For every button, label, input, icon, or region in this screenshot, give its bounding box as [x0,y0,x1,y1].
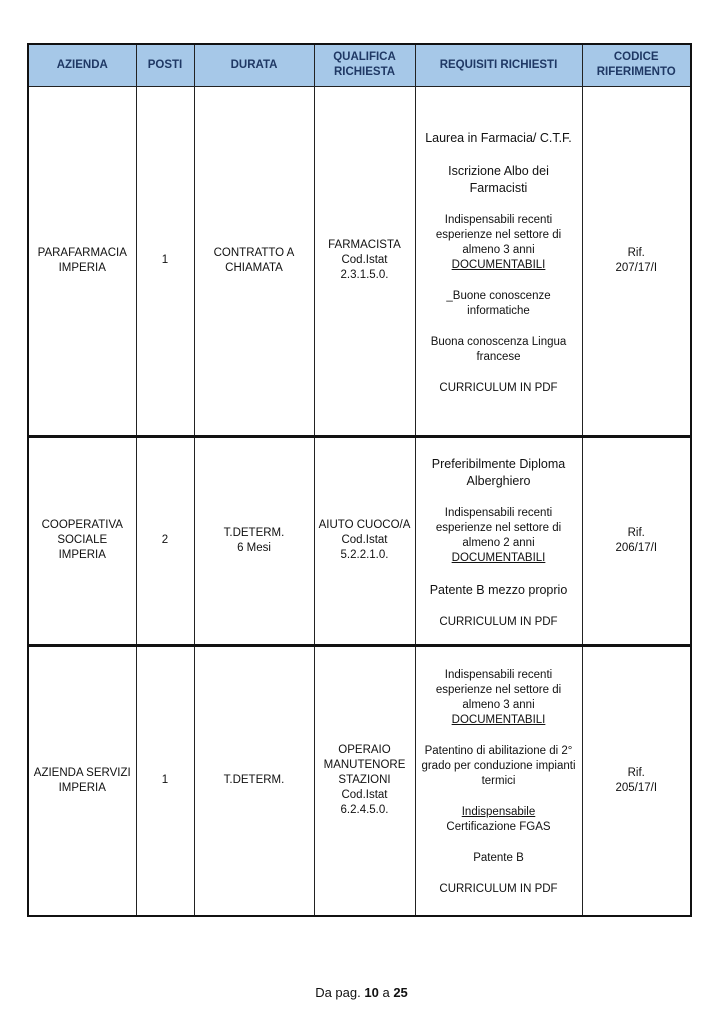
cell-posti: 1 [136,86,194,436]
req-item: CURRICULUM IN PDF [439,883,558,896]
qualifica-istat-label: Cod.Istat [341,789,388,802]
table-row [28,436,691,645]
req-item: _Buone conoscenze informatiche [446,289,551,317]
cell-codice [582,645,691,916]
cell-codice [582,86,691,436]
table-row [28,86,691,436]
header-durata: DURATA [194,44,314,86]
durata-line: T.DETERM. [223,526,285,539]
req-item-underlined: DOCUMENTABILI [451,551,546,564]
req-item: CURRICULUM IN PDF [439,615,558,628]
codice-value: 206/17/I [615,541,658,554]
table-header-row [28,44,691,86]
footer-prefix: Da pag. [315,985,361,1000]
cell-posti: 2 [136,436,194,645]
header-requisiti: REQUISITI RICHIESTI [415,44,582,86]
header-posti: POSTI [136,44,194,86]
cell-durata: T.DETERM. [194,645,314,916]
footer-page-from: 10 [364,985,379,1000]
qualifica-istat-code: 2.3.1.5.0. [340,269,389,281]
header-qualifica: QUALIFICA RICHIESTA [314,44,415,86]
footer-page-to: 25 [393,985,408,1000]
req-item-underlined: Indispensabile [461,806,536,819]
header-codice: CODICE RIFERIMENTO [582,44,691,86]
qualifica-istat-code: 5.2.2.1.0. [340,549,389,561]
cell-durata [194,436,314,645]
req-item: Indispensabili recenti esperienze nel settore di almeno 3 anni [435,669,562,712]
footer-mid: a [382,985,390,1000]
codice-value: 207/17/I [615,261,658,274]
cell-posti: 1 [136,645,194,916]
cell-durata: CONTRATTO A CHIAMATA [194,86,314,436]
cell-requisiti [415,86,582,436]
req-item: Patente B mezzo proprio [429,582,568,597]
codice-value: 205/17/I [615,781,658,794]
req-item-underlined: DOCUMENTABILI [451,714,546,727]
job-offers-table [27,43,692,917]
cell-azienda: PARAFARMACIA IMPERIA [28,86,136,436]
cell-qualifica [314,86,415,436]
codice-rif-label: Rif. [627,766,645,779]
req-item: Certificazione FGAS [446,821,551,834]
cell-codice [582,436,691,645]
req-item: Patente B [473,852,524,865]
req-item-underlined: DOCUMENTABILI [451,258,546,271]
req-item: CURRICULUM IN PDF [439,381,558,394]
qualifica-title: FARMACISTA [328,239,401,251]
req-item: Indispensabili recenti esperienze nel settore di almeno 2 anni [435,506,562,549]
cell-azienda: AZIENDA SERVIZI IMPERIA [28,645,136,916]
cell-azienda: COOPERATIVA SOCIALE IMPERIA [28,436,136,645]
qualifica-istat-code: 6.2.4.5.0. [340,804,389,817]
req-item: Preferibilmente Diploma Alberghiero [431,456,566,488]
qualifica-istat-label: Cod.Istat [341,534,388,546]
cell-qualifica [314,436,415,645]
page-footer [0,985,723,1000]
cell-requisiti [415,645,582,916]
durata-line: 6 Mesi [237,541,271,554]
req-item: Buona conoscenza Lingua francese [430,335,567,363]
codice-rif-label: Rif. [627,246,645,259]
cell-requisiti [415,436,582,645]
qualifica-title: OPERAIO MANUTENORE STAZIONI [323,744,406,787]
header-azienda: AZIENDA [28,44,136,86]
qualifica-title: AIUTO CUOCO/A [318,519,411,531]
table-row [28,645,691,916]
req-item: Laurea in Farmacia/ C.T.F. [425,130,572,145]
cell-qualifica [314,645,415,916]
qualifica-istat-label: Cod.Istat [341,254,388,266]
codice-rif-label: Rif. [627,526,645,539]
req-item: Iscrizione Albo dei Farmacisti [448,163,549,195]
req-item: Patentino di abilitazione di 2° grado per conduzione impianti termici [421,745,576,788]
req-item: Indispensabili recenti esperienze nel settore di almeno 3 anni [435,213,562,256]
